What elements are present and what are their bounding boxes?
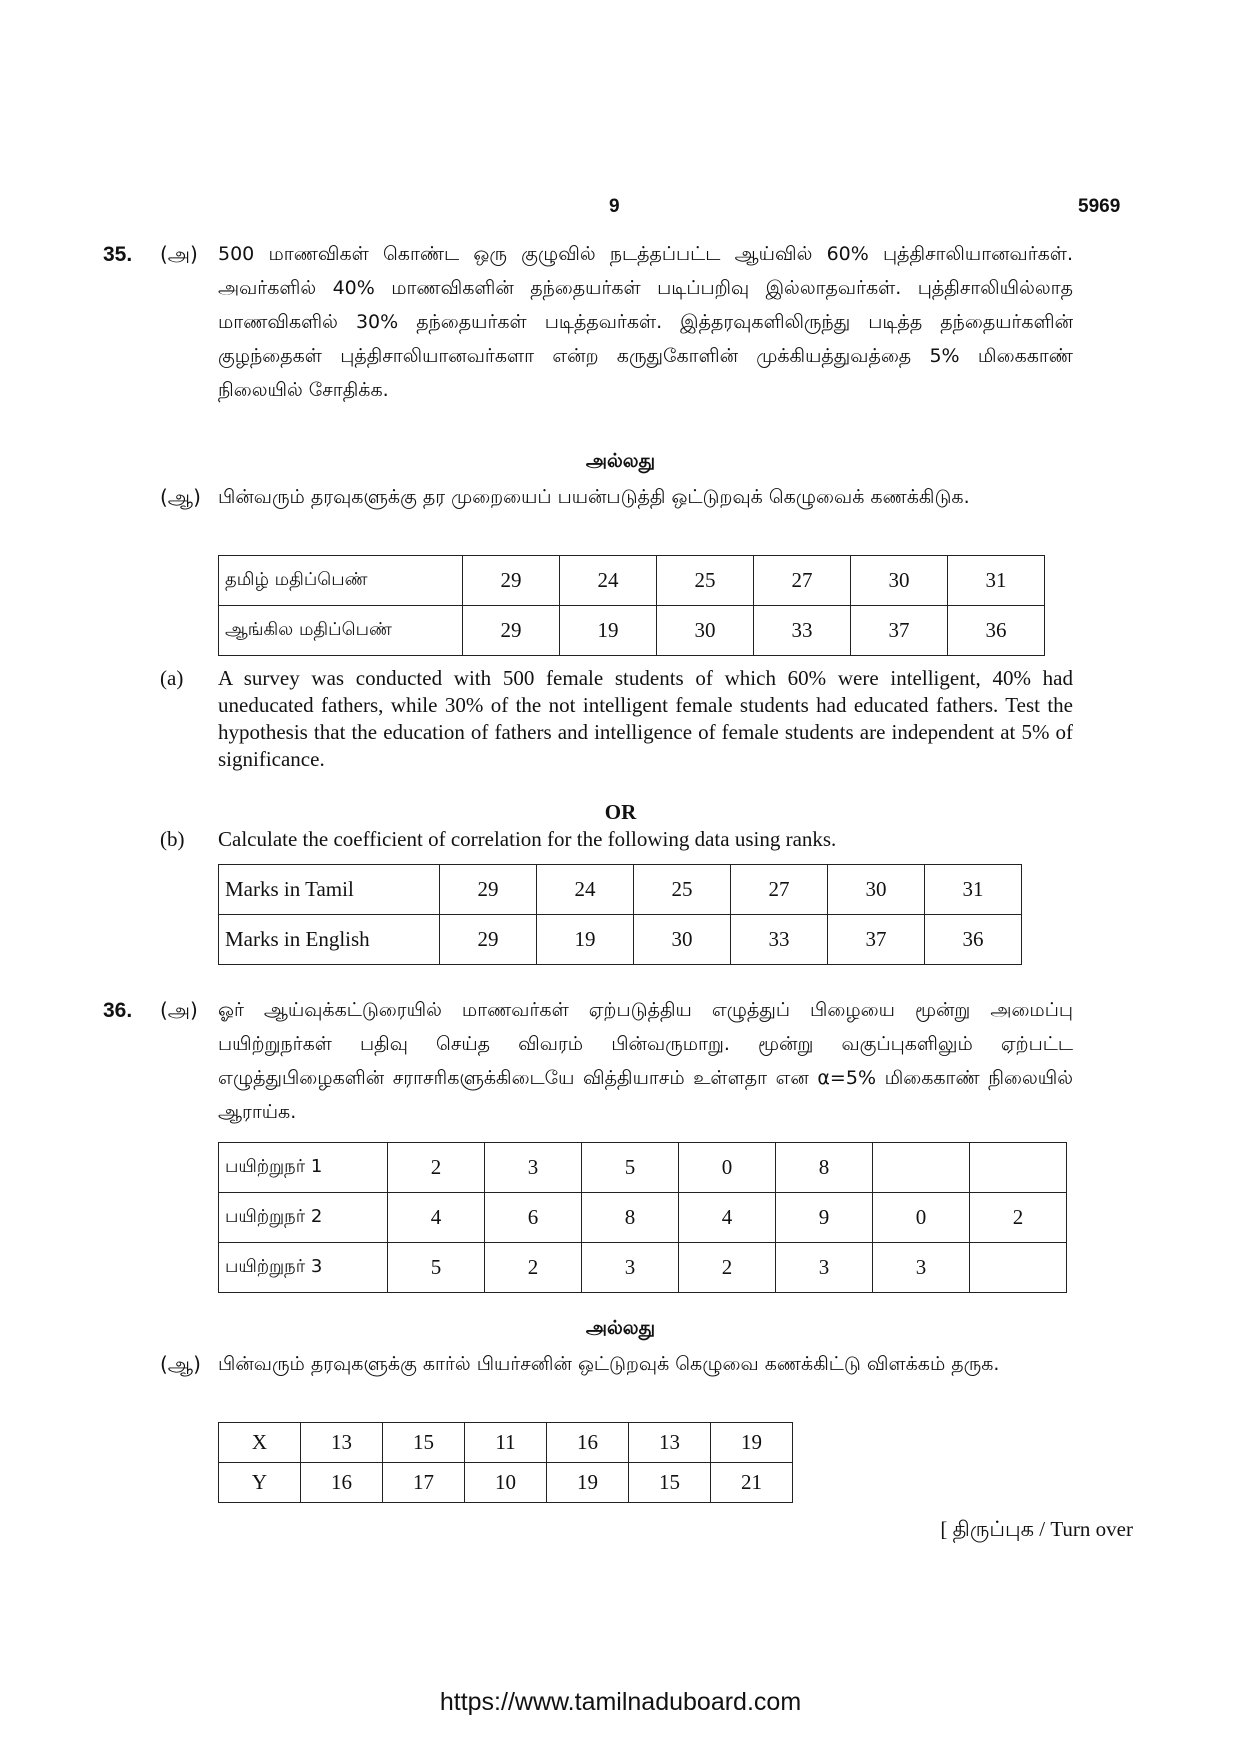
- table-cell: 25: [634, 865, 731, 915]
- table-cell: 30: [828, 865, 925, 915]
- q36-part-a-label-tamil: (அ): [160, 998, 198, 1022]
- table-cell: 24: [537, 865, 634, 915]
- row-header: Marks in English: [219, 915, 440, 965]
- table-cell: 5: [388, 1243, 485, 1293]
- table-cell: 33: [754, 606, 851, 656]
- table-cell: 31: [948, 556, 1045, 606]
- table-cell: 37: [851, 606, 948, 656]
- table-cell: 37: [828, 915, 925, 965]
- table-cell: 29: [463, 606, 560, 656]
- q35-part-a-label-tamil: (அ): [160, 242, 198, 266]
- table-cell: 29: [440, 915, 537, 965]
- table-row: [219, 1423, 793, 1463]
- table-cell: 6: [485, 1193, 582, 1243]
- table-cell: 8: [776, 1143, 873, 1193]
- table-row: [219, 1193, 1067, 1243]
- q35-part-a-label-english: (a): [160, 666, 184, 690]
- question-number-36: 36.: [103, 999, 133, 1022]
- table-cell: 19: [537, 915, 634, 965]
- table-row: [219, 1243, 1067, 1293]
- table-cell: [873, 1143, 970, 1193]
- table-cell: 2: [679, 1243, 776, 1293]
- table-cell: 10: [465, 1463, 547, 1503]
- q35-part-b-label-english: (b): [160, 827, 185, 851]
- table-cell: 3: [582, 1243, 679, 1293]
- table-cell: 19: [711, 1423, 793, 1463]
- table-cell: 0: [873, 1193, 970, 1243]
- row-header: பயிற்றுநர் 1: [219, 1143, 388, 1193]
- q36-part-b-text-tamil: பின்வரும் தரவுகளுக்கு கார்ல் பியர்சனின் ஒட்டுறவுக் கெழுவை கணக்கிட்டு விளக்கம் தருக.: [218, 1353, 1000, 1375]
- table-cell: 4: [388, 1193, 485, 1243]
- table-row: [219, 1143, 1067, 1193]
- table-cell: 21: [711, 1463, 793, 1503]
- turn-over-note: [ திருப்புக / Turn over: [940, 1517, 1133, 1541]
- table-cell: 13: [301, 1423, 383, 1463]
- table-row: [219, 865, 1022, 915]
- q35-part-a-text-tamil: 500 மாணவிகள் கொண்ட ஒரு குழுவில் நடத்தப்பட்ட ஆய்வில் 60% புத்திசாலியானவர்கள். அவர்களில் 40% மாணவிகளின் தந்தையர்கள் படிப்பறிவு இல்லாதவர்கள். புத்திசாலியில்லாத மாணவிகளில் 30% தந்தையர்கள் படித்தவர்கள். இத்தரவுகளிலிருந்து படித்த தந்தையர்களின் குழந்தைகள் புத்திசாலியானவர்களா என்ற கருதுகோளின் முக்கியத்துவத்தை 5% மிகைகாண் நிலையில் சோதிக்க.: [218, 243, 1073, 401]
- q35-rank-table-english: [218, 864, 1022, 965]
- table-cell: 27: [731, 865, 828, 915]
- table-cell: 13: [629, 1423, 711, 1463]
- table-cell: 15: [383, 1423, 465, 1463]
- table-cell: 27: [754, 556, 851, 606]
- table-cell: 29: [463, 556, 560, 606]
- table-cell: 0: [679, 1143, 776, 1193]
- website-url[interactable]: https://www.tamilnaduboard.com: [439, 1688, 802, 1716]
- table-cell: 3: [776, 1243, 873, 1293]
- question-number-35: 35.: [103, 243, 133, 266]
- table-cell: 16: [547, 1423, 629, 1463]
- table-row: [219, 556, 1045, 606]
- table-cell: 15: [629, 1463, 711, 1503]
- q36-part-a-text-tamil: ஓர் ஆய்வுக்கட்டுரையில் மாணவர்கள் ஏற்படுத்திய எழுத்துப் பிழையை மூன்று அமைப்பு பயிற்றுநர்கள் பதிவு செய்த விவரம் பின்வருமாறு. மூன்று வகுப்புகளிலும் ஏற்பட்ட எழுத்துபிழைகளின் சராசரிகளுக்கிடையே வித்தியாசம் உள்ளதா என α=5% மிகைகாண் நிலையில் ஆராய்க.: [218, 999, 1073, 1123]
- q35-part-b-text-english: Calculate the coefficient of correlation for the following data using ranks.: [218, 827, 837, 851]
- table-cell: 31: [925, 865, 1022, 915]
- table-cell: 3: [873, 1243, 970, 1293]
- table-cell: 9: [776, 1193, 873, 1243]
- table-cell: 36: [948, 606, 1045, 656]
- q35-part-b-label-tamil: (ஆ): [160, 485, 201, 509]
- paper-code: 5969: [1078, 196, 1121, 217]
- table-row: [219, 606, 1045, 656]
- q36-xy-table: [218, 1422, 793, 1503]
- table-cell: 25: [657, 556, 754, 606]
- table-cell: 3: [485, 1143, 582, 1193]
- table-cell: 4: [679, 1193, 776, 1243]
- table-cell: 19: [560, 606, 657, 656]
- q36-part-b-label-tamil: (ஆ): [160, 1352, 201, 1376]
- table-cell: 33: [731, 915, 828, 965]
- row-header: தமிழ் மதிப்பெண்: [219, 556, 463, 606]
- row-header: ஆங்கில மதிப்பெண்: [219, 606, 463, 656]
- row-header: பயிற்றுநர் 2: [219, 1193, 388, 1243]
- table-cell: 8: [582, 1193, 679, 1243]
- table-cell: 16: [301, 1463, 383, 1503]
- row-header: Marks in Tamil: [219, 865, 440, 915]
- page-number: 9: [609, 196, 620, 217]
- table-cell: 30: [657, 606, 754, 656]
- row-header: X: [219, 1423, 301, 1463]
- table-cell: 2: [970, 1193, 1067, 1243]
- q36-trainer-errors-table: [218, 1142, 1067, 1293]
- table-cell: 17: [383, 1463, 465, 1503]
- q35-or-tamil: அல்லது: [585, 450, 656, 472]
- table-cell: 11: [465, 1423, 547, 1463]
- row-header: Y: [219, 1463, 301, 1503]
- q35-or-english: OR: [604, 800, 637, 824]
- table-cell: 2: [388, 1143, 485, 1193]
- table-cell: 24: [560, 556, 657, 606]
- table-row: [219, 915, 1022, 965]
- table-cell: 30: [634, 915, 731, 965]
- table-cell: 2: [485, 1243, 582, 1293]
- table-cell: 30: [851, 556, 948, 606]
- table-cell: [970, 1243, 1067, 1293]
- q35-part-b-text-tamil: பின்வரும் தரவுகளுக்கு தர முறையைப் பயன்படுத்தி ஒட்டுறவுக் கெழுவைக் கணக்கிடுக.: [218, 486, 970, 508]
- table-cell: 36: [925, 915, 1022, 965]
- table-cell: 19: [547, 1463, 629, 1503]
- q35-rank-table-tamil: [218, 555, 1045, 656]
- table-cell: [970, 1143, 1067, 1193]
- table-cell: 5: [582, 1143, 679, 1193]
- q35-part-a-text-english: A survey was conducted with 500 female students of which 60% were intelligent, 40% had uneducated fathers, while 30% of the not intelligent female students had educated fathers. Test the hypothesis that the education of fathers and intelligence of female students are independent at 5% of significance.: [218, 666, 1073, 771]
- table-cell: 29: [440, 865, 537, 915]
- table-row: [219, 1463, 793, 1503]
- row-header: பயிற்றுநர் 3: [219, 1243, 388, 1293]
- q36-or-tamil: அல்லது: [585, 1317, 656, 1339]
